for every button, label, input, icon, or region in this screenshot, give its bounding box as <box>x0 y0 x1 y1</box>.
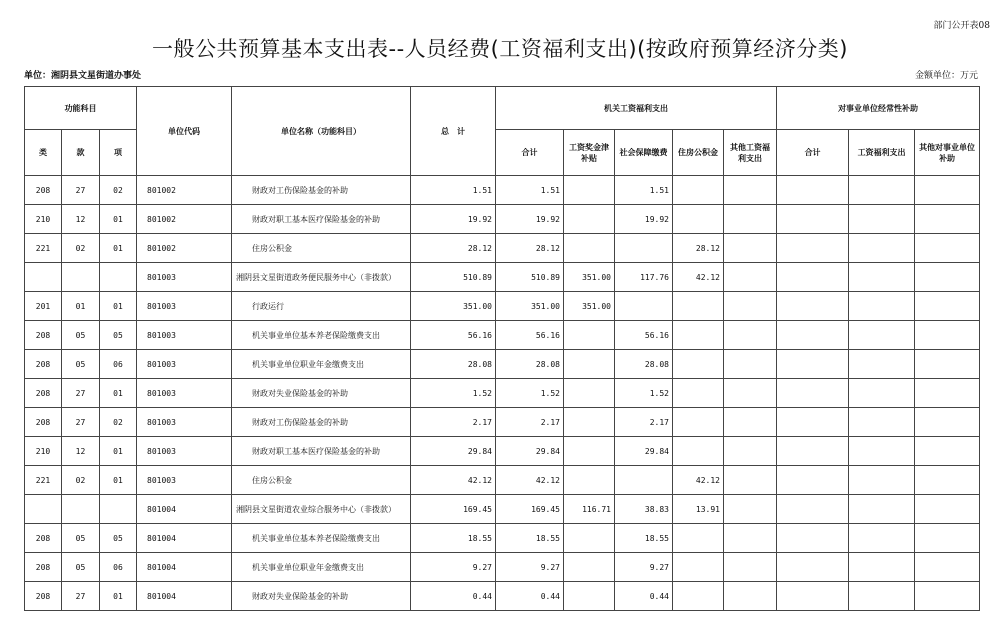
doc-code: 部门公开表08 <box>933 21 990 31</box>
cell-org-bonus <box>564 176 615 205</box>
page-title: 一般公共预算基本支出表--人员经费(工资福利支出)(按政府预算经济分类) <box>152 37 848 61</box>
cell-unit-code: 801003 <box>137 292 232 321</box>
cell-lei: 208 <box>25 176 62 205</box>
cell-inst-total <box>777 408 849 437</box>
cell-org-social: 28.08 <box>615 350 673 379</box>
cell-inst-other <box>915 553 980 582</box>
cell-kuan: 27 <box>62 582 100 611</box>
cell-unit-code: 801003 <box>137 263 232 292</box>
cell-org-bonus <box>564 379 615 408</box>
cell-total: 0.44 <box>411 582 496 611</box>
table-row <box>25 263 980 292</box>
table-row <box>25 408 980 437</box>
table-row <box>25 234 980 263</box>
cell-xiang: 06 <box>100 553 137 582</box>
cell-kuan: 05 <box>62 350 100 379</box>
cell-org-social: 38.83 <box>615 495 673 524</box>
table-body <box>25 176 980 611</box>
cell-org-total: 42.12 <box>496 466 564 495</box>
cell-org-housing <box>673 379 724 408</box>
cell-xiang: 01 <box>100 466 137 495</box>
cell-org-housing <box>673 553 724 582</box>
unit-label: 单位：湘阴县文星街道办事处 <box>24 71 142 81</box>
cell-org-housing <box>673 350 724 379</box>
cell-xiang: 01 <box>100 379 137 408</box>
cell-lei <box>25 495 62 524</box>
cell-inst-salary <box>849 205 915 234</box>
cell-unit-name: 行政运行 <box>232 292 411 321</box>
cell-unit-code: 801002 <box>137 205 232 234</box>
amount-unit: 金额单位：万元 <box>914 71 978 81</box>
cell-org-total: 351.00 <box>496 292 564 321</box>
cell-org-bonus <box>564 321 615 350</box>
cell-unit-name: 机关事业单位基本养老保险缴费支出 <box>232 524 411 553</box>
table-row <box>25 205 980 234</box>
cell-org-social: 19.92 <box>615 205 673 234</box>
cell-org-other <box>724 524 777 553</box>
cell-unit-name: 湘阴县文星街道农业综合服务中心（非拨款） <box>232 495 411 524</box>
header-org-social: 社会保障缴费 <box>615 130 673 176</box>
cell-org-bonus: 351.00 <box>564 292 615 321</box>
cell-total: 1.51 <box>411 176 496 205</box>
cell-inst-salary <box>849 176 915 205</box>
cell-kuan <box>62 495 100 524</box>
budget-table <box>24 86 980 611</box>
cell-inst-salary <box>849 321 915 350</box>
cell-unit-name: 财政对职工基本医疗保险基金的补助 <box>232 437 411 466</box>
cell-org-other <box>724 321 777 350</box>
cell-unit-name: 住房公积金 <box>232 234 411 263</box>
cell-org-bonus <box>564 408 615 437</box>
cell-xiang: 01 <box>100 582 137 611</box>
cell-unit-code: 801003 <box>137 321 232 350</box>
cell-total: 42.12 <box>411 466 496 495</box>
header-inst-salary: 工资福利支出 <box>849 130 915 176</box>
header-unit-name: 单位名称（功能科目） <box>232 87 411 176</box>
header-inst-other: 其他对事业单位补助 <box>915 130 980 176</box>
cell-org-housing: 28.12 <box>673 234 724 263</box>
cell-org-total: 510.89 <box>496 263 564 292</box>
cell-inst-salary <box>849 553 915 582</box>
cell-org-total: 56.16 <box>496 321 564 350</box>
cell-org-social <box>615 292 673 321</box>
header-org-bonus: 工资奖金津补贴 <box>564 130 615 176</box>
cell-unit-name: 财政对工伤保险基金的补助 <box>232 408 411 437</box>
cell-xiang: 05 <box>100 321 137 350</box>
cell-org-total: 2.17 <box>496 408 564 437</box>
cell-unit-name: 财政对失业保险基金的补助 <box>232 379 411 408</box>
cell-total: 18.55 <box>411 524 496 553</box>
cell-unit-name: 湘阴县文星街道政务便民服务中心（非拨款） <box>232 263 411 292</box>
cell-inst-salary <box>849 582 915 611</box>
cell-lei: 208 <box>25 321 62 350</box>
cell-inst-other <box>915 176 980 205</box>
cell-unit-code: 801004 <box>137 582 232 611</box>
cell-lei: 208 <box>25 379 62 408</box>
cell-xiang: 02 <box>100 176 137 205</box>
cell-org-bonus <box>564 466 615 495</box>
cell-org-total: 169.45 <box>496 495 564 524</box>
cell-inst-total <box>777 495 849 524</box>
cell-inst-salary <box>849 437 915 466</box>
cell-org-total: 1.52 <box>496 379 564 408</box>
cell-kuan: 27 <box>62 379 100 408</box>
cell-inst-other <box>915 234 980 263</box>
cell-xiang: 02 <box>100 408 137 437</box>
cell-inst-salary <box>849 234 915 263</box>
cell-inst-total <box>777 205 849 234</box>
cell-kuan: 12 <box>62 205 100 234</box>
cell-inst-total <box>777 176 849 205</box>
cell-inst-total <box>777 582 849 611</box>
cell-kuan: 12 <box>62 437 100 466</box>
cell-unit-code: 801004 <box>137 495 232 524</box>
cell-org-bonus: 116.71 <box>564 495 615 524</box>
cell-kuan <box>62 263 100 292</box>
cell-kuan: 27 <box>62 408 100 437</box>
cell-total: 1.52 <box>411 379 496 408</box>
cell-org-other <box>724 466 777 495</box>
header-xiang: 项 <box>100 130 137 176</box>
cell-org-other <box>724 408 777 437</box>
cell-xiang <box>100 263 137 292</box>
table-row <box>25 321 980 350</box>
cell-inst-salary <box>849 350 915 379</box>
header-org-housing: 住房公积金 <box>673 130 724 176</box>
header-func-subject: 功能科目 <box>25 87 137 130</box>
cell-org-total: 28.12 <box>496 234 564 263</box>
cell-xiang: 01 <box>100 234 137 263</box>
cell-xiang: 05 <box>100 524 137 553</box>
cell-org-other <box>724 234 777 263</box>
cell-inst-other <box>915 379 980 408</box>
cell-org-bonus: 351.00 <box>564 263 615 292</box>
cell-unit-code: 801003 <box>137 379 232 408</box>
cell-unit-code: 801004 <box>137 524 232 553</box>
header-inst-group: 对事业单位经常性补助 <box>777 87 980 130</box>
cell-inst-total <box>777 292 849 321</box>
cell-lei: 210 <box>25 205 62 234</box>
cell-org-total: 18.55 <box>496 524 564 553</box>
header-org-group: 机关工资福利支出 <box>496 87 777 130</box>
cell-org-bonus <box>564 350 615 379</box>
cell-lei: 210 <box>25 437 62 466</box>
cell-kuan: 27 <box>62 176 100 205</box>
cell-org-social <box>615 466 673 495</box>
cell-kuan: 05 <box>62 524 100 553</box>
table-row <box>25 524 980 553</box>
cell-org-bonus <box>564 234 615 263</box>
cell-inst-total <box>777 437 849 466</box>
cell-kuan: 02 <box>62 466 100 495</box>
cell-unit-name: 机关事业单位职业年金缴费支出 <box>232 350 411 379</box>
cell-total: 28.12 <box>411 234 496 263</box>
cell-org-housing <box>673 321 724 350</box>
cell-inst-salary <box>849 379 915 408</box>
cell-lei: 221 <box>25 234 62 263</box>
cell-inst-salary <box>849 466 915 495</box>
cell-org-housing <box>673 582 724 611</box>
cell-org-other <box>724 582 777 611</box>
cell-lei: 208 <box>25 582 62 611</box>
cell-unit-code: 801003 <box>137 466 232 495</box>
cell-total: 2.17 <box>411 408 496 437</box>
table-row <box>25 379 980 408</box>
cell-lei: 201 <box>25 292 62 321</box>
table-row <box>25 495 980 524</box>
cell-inst-other <box>915 205 980 234</box>
cell-org-total: 0.44 <box>496 582 564 611</box>
cell-org-housing <box>673 176 724 205</box>
cell-org-social: 1.52 <box>615 379 673 408</box>
cell-org-bonus <box>564 524 615 553</box>
table-row <box>25 350 980 379</box>
cell-xiang: 06 <box>100 350 137 379</box>
header-inst-total: 合计 <box>777 130 849 176</box>
cell-inst-salary <box>849 292 915 321</box>
cell-org-other <box>724 553 777 582</box>
cell-org-other <box>724 495 777 524</box>
cell-org-other <box>724 292 777 321</box>
cell-inst-other <box>915 321 980 350</box>
cell-unit-code: 801003 <box>137 350 232 379</box>
cell-unit-code: 801002 <box>137 234 232 263</box>
cell-org-social: 117.76 <box>615 263 673 292</box>
cell-org-housing <box>673 408 724 437</box>
cell-inst-total <box>777 263 849 292</box>
cell-inst-total <box>777 379 849 408</box>
cell-inst-other <box>915 292 980 321</box>
cell-inst-salary <box>849 524 915 553</box>
table-row <box>25 582 980 611</box>
cell-inst-other <box>915 582 980 611</box>
cell-inst-total <box>777 350 849 379</box>
table-row <box>25 292 980 321</box>
cell-org-housing: 42.12 <box>673 263 724 292</box>
cell-lei: 208 <box>25 408 62 437</box>
cell-inst-other <box>915 495 980 524</box>
cell-kuan: 05 <box>62 553 100 582</box>
cell-org-social: 9.27 <box>615 553 673 582</box>
cell-org-housing: 13.91 <box>673 495 724 524</box>
cell-xiang: 01 <box>100 205 137 234</box>
cell-org-housing <box>673 524 724 553</box>
cell-inst-other <box>915 524 980 553</box>
cell-total: 9.27 <box>411 553 496 582</box>
cell-total: 169.45 <box>411 495 496 524</box>
cell-kuan: 02 <box>62 234 100 263</box>
cell-org-total: 9.27 <box>496 553 564 582</box>
header-total: 总 计 <box>411 87 496 176</box>
cell-inst-total <box>777 553 849 582</box>
cell-unit-code: 801003 <box>137 408 232 437</box>
cell-kuan: 05 <box>62 321 100 350</box>
cell-inst-other <box>915 408 980 437</box>
cell-unit-name: 财政对失业保险基金的补助 <box>232 582 411 611</box>
cell-unit-name: 财政对职工基本医疗保险基金的补助 <box>232 205 411 234</box>
cell-inst-salary <box>849 263 915 292</box>
cell-kuan: 01 <box>62 292 100 321</box>
cell-total: 29.84 <box>411 437 496 466</box>
cell-inst-other <box>915 437 980 466</box>
cell-inst-other <box>915 466 980 495</box>
cell-org-bonus <box>564 205 615 234</box>
cell-org-total: 28.08 <box>496 350 564 379</box>
cell-unit-code: 801003 <box>137 437 232 466</box>
cell-org-other <box>724 205 777 234</box>
header-kuan: 款 <box>62 130 100 176</box>
cell-total: 19.92 <box>411 205 496 234</box>
cell-inst-other <box>915 350 980 379</box>
cell-unit-name: 机关事业单位职业年金缴费支出 <box>232 553 411 582</box>
table-row <box>25 176 980 205</box>
cell-org-other <box>724 379 777 408</box>
cell-org-bonus <box>564 553 615 582</box>
cell-inst-salary <box>849 495 915 524</box>
cell-org-bonus <box>564 437 615 466</box>
cell-org-housing <box>673 437 724 466</box>
cell-inst-total <box>777 524 849 553</box>
table-row <box>25 437 980 466</box>
cell-total: 56.16 <box>411 321 496 350</box>
cell-org-bonus <box>564 582 615 611</box>
cell-org-social: 1.51 <box>615 176 673 205</box>
cell-total: 351.00 <box>411 292 496 321</box>
cell-lei <box>25 263 62 292</box>
cell-org-other <box>724 350 777 379</box>
cell-lei: 208 <box>25 350 62 379</box>
cell-lei: 221 <box>25 466 62 495</box>
cell-xiang <box>100 495 137 524</box>
cell-org-housing <box>673 292 724 321</box>
cell-org-housing <box>673 205 724 234</box>
table-row <box>25 466 980 495</box>
cell-org-total: 29.84 <box>496 437 564 466</box>
cell-inst-total <box>777 321 849 350</box>
cell-org-social: 2.17 <box>615 408 673 437</box>
cell-unit-code: 801004 <box>137 553 232 582</box>
header-lei: 类 <box>25 130 62 176</box>
header-unit-code: 单位代码 <box>137 87 232 176</box>
cell-inst-total <box>777 234 849 263</box>
header-org-total: 合计 <box>496 130 564 176</box>
cell-xiang: 01 <box>100 292 137 321</box>
cell-total: 28.08 <box>411 350 496 379</box>
cell-total: 510.89 <box>411 263 496 292</box>
cell-org-other <box>724 263 777 292</box>
cell-unit-code: 801002 <box>137 176 232 205</box>
cell-org-total: 1.51 <box>496 176 564 205</box>
cell-inst-other <box>915 263 980 292</box>
cell-lei: 208 <box>25 524 62 553</box>
cell-unit-name: 住房公积金 <box>232 466 411 495</box>
header-org-other: 其他工资福利支出 <box>724 130 777 176</box>
cell-org-social: 56.16 <box>615 321 673 350</box>
cell-org-social: 0.44 <box>615 582 673 611</box>
table-row <box>25 553 980 582</box>
cell-org-social: 18.55 <box>615 524 673 553</box>
cell-org-social: 29.84 <box>615 437 673 466</box>
cell-org-other <box>724 437 777 466</box>
cell-xiang: 01 <box>100 437 137 466</box>
cell-unit-name: 财政对工伤保险基金的补助 <box>232 176 411 205</box>
cell-org-other <box>724 176 777 205</box>
cell-inst-salary <box>849 408 915 437</box>
cell-lei: 208 <box>25 553 62 582</box>
cell-org-housing: 42.12 <box>673 466 724 495</box>
cell-org-total: 19.92 <box>496 205 564 234</box>
cell-unit-name: 机关事业单位基本养老保险缴费支出 <box>232 321 411 350</box>
cell-org-social <box>615 234 673 263</box>
cell-inst-total <box>777 466 849 495</box>
